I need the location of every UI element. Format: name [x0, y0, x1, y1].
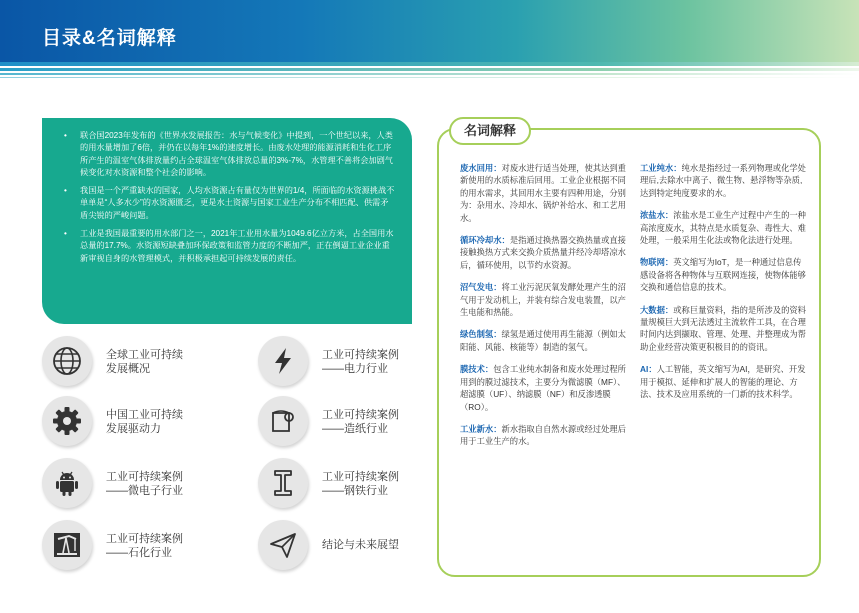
glossary-definition: 或称巨量资料，指的是所涉及的资料量规模巨大到无法透过主流软件工具，在合理时间内达到撷取、管理、处理、并整理成为帮助企业经营决策更积极目的的资讯。 [640, 304, 806, 352]
glossary-definition: 绿氢是通过使用再生能源（例如太阳能、风能、核能等）制造的氢气。 [460, 329, 626, 352]
gear-icon [51, 405, 83, 437]
glossary-entry: 绿色制氢：绿氢是通过使用再生能源（例如太阳能、风能、核能等）制造的氢气。 [460, 329, 626, 352]
toc-label [106, 470, 183, 498]
toc-icon-circle [258, 458, 308, 508]
toc-label-line: ——石化行业 [106, 547, 172, 559]
glossary-term: 工业纯水 [640, 163, 674, 173]
glossary-entry: 大数据：或称巨量资料，指的是所涉及的资料量规模巨大到无法透过主流软件工具，在合理时间内达到撷取、管理、处理、并整理成为帮助企业经营决策更积极目的的资讯。 [640, 304, 806, 352]
glossary-entry: 工业新水：新水指取自自然水源或经过处理后用于工业生产的水。 [460, 423, 626, 447]
toc-item-steel[interactable] [258, 458, 433, 508]
toc-icon-circle [42, 520, 92, 570]
glossary-term: 浓盐水 [640, 210, 665, 221]
toc-label [322, 538, 399, 552]
toc-label-line: 工业可持续案例 [106, 533, 183, 545]
decor-stripe [0, 62, 859, 66]
toc-icon-circle [258, 520, 308, 570]
toc-item-power[interactable] [258, 336, 433, 386]
glossary-left-column [460, 162, 628, 458]
toc-icon-circle [42, 458, 92, 508]
glossary-definition: 包含工业纯水制备和废水处理过程所用到的膜过滤技术，主要分为微滤膜（MF）、超滤膜（UF）、纳滤膜（NF）和反渗透膜（RO）。 [460, 364, 626, 412]
toc-label-line: ——微电子行业 [106, 485, 183, 497]
paper-plane-icon [267, 529, 299, 561]
glossary-entry: 废水回用：对废水进行适当处理，使其达到重新使用的水质标准后回用。工业企业根据不同的用水需求，其回用水主要有四种用途，分别为：杂用水、冷却水、锅炉补给水、和工艺用水。 [460, 163, 626, 223]
glossary-term: 膜技术 [460, 364, 485, 375]
glossary-definition: 纯水是指经过一系列物理或化学处理后,去除水中离子、微生物、悬浮物等杂质,达到特定纯度要求的水。 [640, 163, 806, 198]
glossary-term: 沼气发电 [460, 282, 494, 293]
glossary-entry: 工业纯水：纯水是指经过一系列物理或化学处理后,去除水中离子、微生物、悬浮物等杂质,达到特定纯度要求的水。 [640, 163, 806, 198]
header-banner [0, 0, 859, 62]
toc-label-line: 中国工业可持续 [106, 409, 183, 421]
intro-bullet: • 联合国2023年发布的《世界水发展报告：水与气候变化》中提到，一个世纪以来，人类的用水量增加了6倍，并仍在以每年1%的速度增长。由废水处理的能源消耗和生化工序所产生的温室气体排放量约占全球温室气体排放总量的3%-7%，水管理不善将会加剧气候变化对水资源和整个社会的影响。 [62, 130, 396, 179]
glossary-definition: 人工智能，英文缩写为AI，是研究、开发用于模拟、延伸和扩展人的智能的理论、方法、技术及应用系统的一门新的技术科学。 [640, 364, 806, 400]
glossary-term: AI [640, 364, 649, 375]
page-title: 目录&名词解释 [42, 28, 177, 49]
toc-icon-circle [42, 336, 92, 386]
decor-stripe [0, 77, 859, 78]
toc-label [322, 348, 399, 376]
android-icon [51, 467, 83, 499]
toc-item-microelectronics[interactable] [42, 458, 217, 508]
paper-roll-icon [267, 405, 299, 437]
toc-item-china-drivers[interactable] [42, 396, 217, 446]
lightning-icon [267, 345, 299, 377]
oil-pump-icon [51, 529, 83, 561]
toc-label-line: 工业可持续案例 [322, 349, 399, 361]
glossary-term: 绿色制氢 [460, 329, 494, 340]
glossary-right-column [640, 162, 807, 411]
toc-label [322, 408, 399, 436]
toc-label-line: 结论与未来展望 [322, 539, 399, 551]
glossary-entry: 物联网：英文缩写为IoT，是一种通过信息传感设备将各种物体与互联网连接，使物体能够交换和通信信息的技术。 [640, 257, 806, 293]
toc-label [106, 408, 183, 436]
intro-list [62, 130, 396, 265]
toc-item-paper[interactable] [258, 396, 433, 446]
steel-beam-icon [267, 467, 299, 499]
intro-bullet: • 我国是一个严重缺水的国家，人均水资源占有量仅为世界的1/4，所面临的水资源挑战不单单是“人多水少”的水资源匮乏，更是水土资源与国家工业生产分布不相匹配、供需矛盾尖锐的严峻问题。 [62, 185, 396, 222]
toc-label [322, 470, 399, 498]
decor-stripe [0, 68, 859, 71]
toc-icon-circle [258, 396, 308, 446]
globe-icon [51, 345, 83, 377]
glossary-term: 循环冷却水 [460, 235, 502, 246]
glossary-definition: 英文缩写为IoT，是一种通过信息传感设备将各种物体与互联网连接，使物体能够交换和通信信息的技术。 [640, 257, 806, 293]
toc-item-conclusion[interactable] [258, 520, 433, 570]
toc-label [106, 348, 183, 376]
toc-label-line: 全球工业可持续 [106, 349, 183, 361]
glossary-term: 物联网 [640, 257, 665, 268]
glossary-term: 大数据 [640, 304, 665, 315]
toc-item-global[interactable] [42, 336, 217, 386]
intro-panel [42, 118, 412, 324]
glossary-title: 名词解释 [449, 117, 531, 145]
glossary-definition: 将工业污泥厌氧发酵处理产生的沼气用于发动机上，并装有综合发电装置，以产生电能和热能。 [460, 282, 626, 318]
glossary-term: 废水回用 [460, 163, 494, 173]
glossary-definition: 对废水进行适当处理，使其达到重新使用的水质标准后回用。工业企业根据不同的用水需求，其回用水主要有四种用途，分别为：杂用水、冷却水、锅炉补给水、和工艺用水。 [460, 163, 626, 223]
toc-label-line: 工业可持续案例 [322, 471, 399, 483]
toc-label-line: ——电力行业 [322, 363, 388, 375]
toc [42, 336, 422, 576]
toc-label-line: 工业可持续案例 [106, 471, 183, 483]
glossary-definition: 浓盐水是工业生产过程中产生的一种高浓度废水，其特点是水质复杂、毒性大、难处理，一般采用生化法或物化法进行处理。 [640, 210, 806, 246]
glossary-entry: AI：人工智能，英文缩写为AI，是研究、开发用于模拟、延伸和扩展人的智能的理论、方法、技术及应用系统的一门新的技术科学。 [640, 364, 806, 400]
toc-icon-circle [258, 336, 308, 386]
intro-bullet: • 工业是我国最重要的用水部门之一，2021年工业用水量为1049.6亿立方米，占全国用水总量的17.7%。水资源短缺叠加环保政策和监管力度的不断加严，正在倒逼工业企业重新审视自身的水管理模式，并积极承担起可持续发展的责任。 [62, 228, 396, 265]
toc-label-line: ——钢铁行业 [322, 485, 388, 497]
glossary-definition: 新水指取自自然水源或经过处理后用于工业生产的水。 [460, 423, 626, 447]
glossary-term: 工业新水 [460, 423, 494, 434]
toc-icon-circle [42, 396, 92, 446]
glossary-entry: 循环冷却水：是指通过换热器交换热量或直接接触换热方式来交换介质热量并经冷却塔凉水后，循环使用，以节约水资源。 [460, 235, 626, 270]
toc-item-petrochemical[interactable] [42, 520, 217, 570]
toc-label-line: ——造纸行业 [322, 423, 388, 435]
glossary-entry: 沼气发电：将工业污泥厌氧发酵处理产生的沼气用于发动机上，并装有综合发电装置，以产生电能和热能。 [460, 282, 626, 318]
toc-label-line: 工业可持续案例 [322, 409, 399, 421]
toc-label-line: 发展概况 [106, 363, 150, 375]
toc-label-line: 发展驱动力 [106, 423, 161, 435]
glossary-entry: 浓盐水：浓盐水是工业生产过程中产生的一种高浓度废水，其特点是水质复杂、毒性大、难处理，一般采用生化法或物化法进行处理。 [640, 210, 806, 246]
toc-label [106, 532, 183, 560]
decor-stripe [0, 73, 859, 75]
glossary-definition: 是指通过换热器交换热量或直接接触换热方式来交换介质热量并经冷却塔凉水后，循环使用，以节约水资源。 [460, 235, 626, 270]
glossary-entry: 膜技术：包含工业纯水制备和废水处理过程所用到的膜过滤技术，主要分为微滤膜（MF）、超滤膜（UF）、纳滤膜（NF）和反渗透膜（RO）。 [460, 364, 626, 412]
